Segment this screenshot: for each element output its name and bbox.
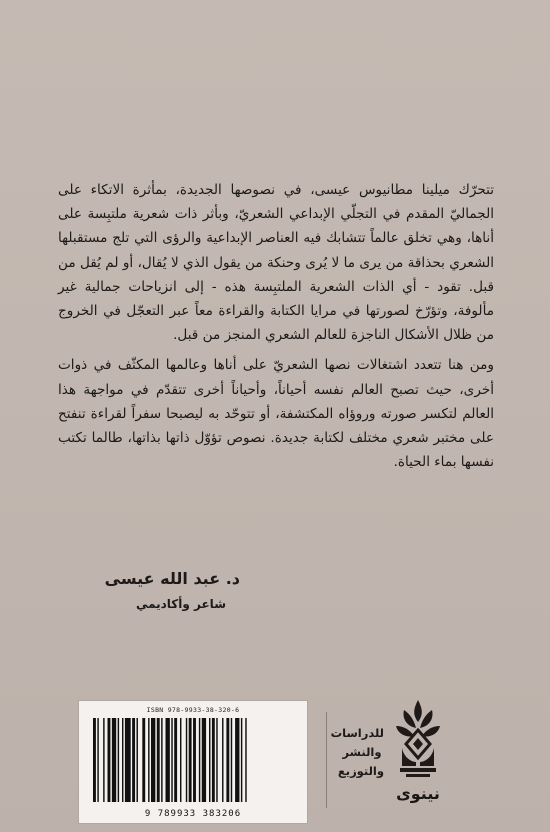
author-role: شاعر وأكاديمي	[135, 597, 226, 611]
blurb-paragraph-2: ومن هنا تتعدد اشتغالات نصها الشعريّ على أناها وعالمها المكثّف في ذوات أخرى، حيث تصبح العالم نفسه أحياناً، وأحياناً أخرى تتقدّم في مواجهة هذا العالم لتكسر صورته وروؤاه المكتشفة، أو تتوحّد به ليصبحا سفراً لقراءة تنفتح على مختبر شعري مختلف لكتابة جديدة. نصوص تؤوّل ذاتها بذاتها، طالما تكتب نفسها بماء الحياة.	[58, 357, 494, 471]
blurb-paragraph-1: تتحرّك ميلينا مطانيوس عيسى، في نصوصها الجديدة، بمأثرة الاتكاء على الجماليّ المقدم في التجلّي الإبداعي الشعريّ، وبأثر ذات شعرية ملتبِسة على أناها، وهي تخلق عالماً تتشابك فيه العناصر الإبداعية والرؤى التي تلج مستقبلها الشعري بحذاقة من يرى ما لا يُرى وحنكة من يقول الذي لا يُقال، أو لم يُقل من قبل. تقود - أي الذات الشعرية الملتبِسة هذه - إلى انزياحات جمالية غير مألوفة، وتؤرّخ لصورتها في مرايا الكتابة والقراءة معاً عبر التعجّل في الخروج من ظلال الأشكال الناجزة للعالم الشعري المنجز من قبل.	[58, 182, 494, 344]
publisher-logo-text: نينوى	[396, 784, 440, 803]
publisher-logo	[392, 696, 444, 814]
ninawa-emblem-icon	[392, 696, 444, 786]
publisher-line-2: والنشر	[342, 745, 382, 759]
author-name: د. عبد الله عيسى	[104, 569, 240, 588]
barcode-area	[78, 700, 308, 824]
publisher-line-3: والتوزيع	[337, 764, 384, 778]
barcode-icon	[91, 718, 295, 802]
publisher-line-1: للدراسات	[330, 726, 384, 740]
isbn-label: ISBN 978-9933-38-320-6	[146, 706, 240, 714]
blurb-text	[58, 178, 494, 480]
author-signature	[105, 568, 240, 614]
publisher-divider	[326, 712, 327, 808]
barcode-number: 9 789933 383206	[144, 809, 242, 819]
publisher-tagline	[330, 724, 384, 781]
